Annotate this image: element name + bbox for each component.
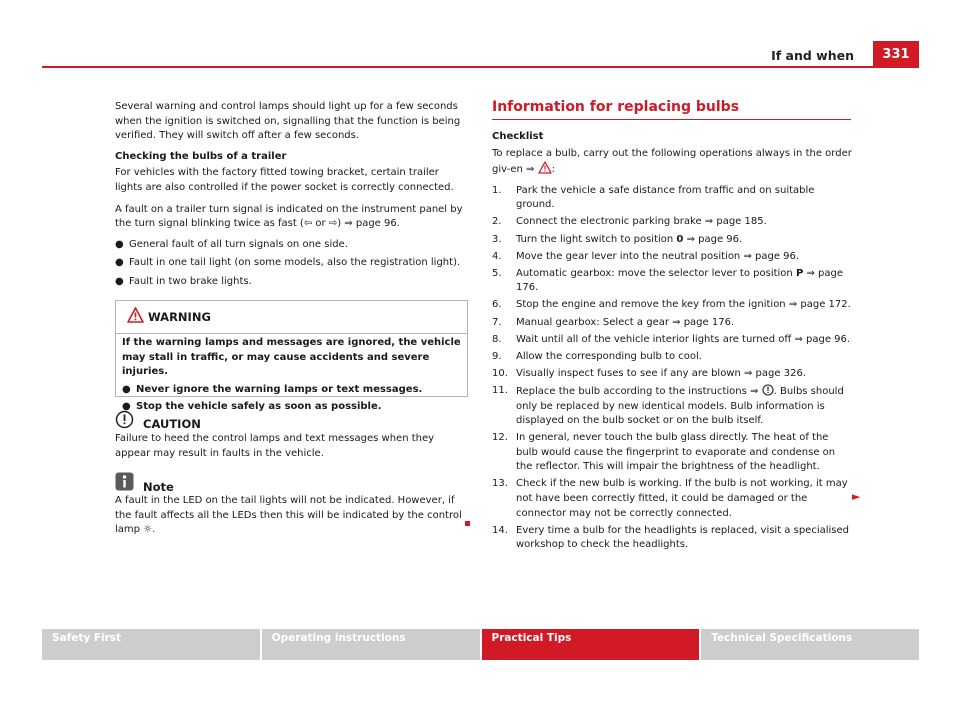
caution-section: [115, 410, 467, 461]
caution-icon: [115, 410, 134, 429]
note-text: A fault in the LED on the tail lights will not be indicated. However, if the fault affects all the LEDs then this will be indicated by the control lamp ☼.: [115, 495, 462, 536]
caution-icon: [762, 384, 774, 396]
checklist-steps: [492, 184, 852, 553]
list-item: 13. Check if the new bulb is working. If the bulb is not working, it may not have been correctly fitted, it could be damaged or the connector may not be correctly connected.: [492, 478, 848, 519]
warning-body: [116, 334, 467, 415]
trailer-turn-signal-paragraph: [115, 203, 467, 232]
turn-right-icon: ⇨: [328, 218, 338, 230]
warning-header: [116, 301, 467, 334]
bullet-icon: ●: [115, 238, 124, 250]
warning-triangle-icon: [127, 307, 144, 323]
trailer-paragraph: For vehicles with the factory fitted towing bracket, certain trailer lights are also controlled if the power socket is correctly connected.: [115, 167, 454, 193]
continue-arrow-icon: ►: [852, 490, 861, 503]
caution-text: Failure to heed the control lamps and text messages when they appear may result in faults in the vehicle.: [115, 433, 435, 459]
checklist-intro: To replace a bulb, carry out the following operations always in the order giv-en ⇒ :: [492, 147, 852, 176]
warning-title: WARNING: [148, 310, 211, 324]
footer-nav: [42, 629, 919, 660]
trailer-heading: Checking the bulbs of a trailer: [115, 150, 287, 162]
section-heading: Information for replacing bulbs: [492, 99, 740, 115]
list-item: 6. Stop the engine and remove the key from the ignition ⇒ page 172.: [492, 299, 851, 311]
heading-rule: [492, 119, 851, 120]
trailer-fault-list: [115, 238, 467, 290]
or-text: or: [312, 218, 329, 230]
list-item: ● General fault of all turn signals on one side.: [115, 238, 467, 253]
turn-signal-text-a: A fault on a trailer turn signal is indicated on the instrument panel by the turn signal blinking twice as fast (: [115, 203, 463, 230]
list-item: ● Fault in one tail light (on some models, also the registration light).: [115, 256, 467, 271]
tab-operating-instructions[interactable]: Operating instructions: [262, 629, 480, 660]
page-ref-link[interactable]: ) ⇒ page 96.: [337, 218, 400, 230]
list-item: ● Fault in two brake lights.: [115, 275, 467, 290]
list-item: ● Never ignore the warning lamps or text messages.: [122, 383, 461, 398]
note-section: [115, 472, 467, 538]
section-end-marker: [465, 511, 470, 530]
bullet-icon: ●: [122, 401, 131, 413]
intro-paragraph: Several warning and control lamps should light up for a few seconds when the ignition is switched on, signalling that the function is being verified. They will switch off after a few seconds.: [115, 101, 461, 142]
bullet-icon: ●: [115, 257, 124, 269]
left-column: [115, 100, 467, 290]
right-column: [492, 130, 852, 555]
running-header-title: If and when: [771, 48, 854, 63]
list-item: ● Stop the vehicle safely as soon as possible.: [122, 400, 461, 415]
list-item: 8. Wait until all of the vehicle interior lights are turned off ⇒ page 96.: [492, 333, 851, 345]
list-item: 3. Turn the light switch to position 0 ⇒ page 96.: [492, 233, 743, 245]
caution-title: CAUTION: [143, 417, 201, 431]
list-item: 7. Manual gearbox: Select a gear ⇒ page 176.: [492, 316, 735, 328]
bullet-icon: ●: [122, 383, 131, 395]
note-title: Note: [143, 480, 174, 494]
list-item: 11. Replace the bulb according to the instructions ⇒ . Bulbs should only be replaced by new identical models. Bulb information is displayed on the bulb socket or on the bulb itself.: [492, 384, 844, 427]
turn-left-icon: ⇦: [303, 218, 313, 230]
header-rule: [42, 66, 919, 68]
tab-safety-first[interactable]: Safety First: [42, 629, 260, 660]
warning-triangle-icon: [538, 161, 552, 174]
list-item: 2. Connect the electronic parking brake ⇒ page 185.: [492, 216, 767, 228]
list-item: 5. Automatic gearbox: move the selector lever to position P ⇒ page 176.: [492, 267, 844, 294]
checklist-label: Checklist: [492, 131, 544, 142]
control-lamp-icon: ☼: [143, 524, 153, 536]
list-item: 14. Every time a bulb for the headlights is replaced, visit a specialised workshop to check the headlights.: [492, 524, 849, 551]
list-item: 12. In general, never touch the bulb glass directly. The heat of the bulb would cause the fingerprint to evaporate and condense on the reflector. This will impair the brightness of the headlight.: [492, 432, 836, 473]
list-item: 9. Allow the corresponding bulb to cool.: [492, 350, 702, 362]
warning-text: If the warning lamps and messages are ignored, the vehicle may stall in traffic, or may cause accidents and severe injuries.: [122, 337, 461, 378]
list-item: 10. Visually inspect fuses to see if any are blown ⇒ page 326.: [492, 367, 806, 379]
list-item: 1. Park the vehicle a safe distance from traffic and on suitable ground.: [492, 184, 815, 211]
warning-box: [115, 300, 468, 413]
tab-technical-specifications[interactable]: Technical Specifications: [701, 629, 919, 660]
note-icon: [115, 472, 134, 491]
bullet-icon: ●: [115, 275, 124, 287]
list-item: 4. Move the gear lever into the neutral position ⇒ page 96.: [492, 250, 800, 262]
page-number: 331: [873, 41, 919, 68]
tab-practical-tips[interactable]: Practical Tips: [482, 629, 700, 660]
